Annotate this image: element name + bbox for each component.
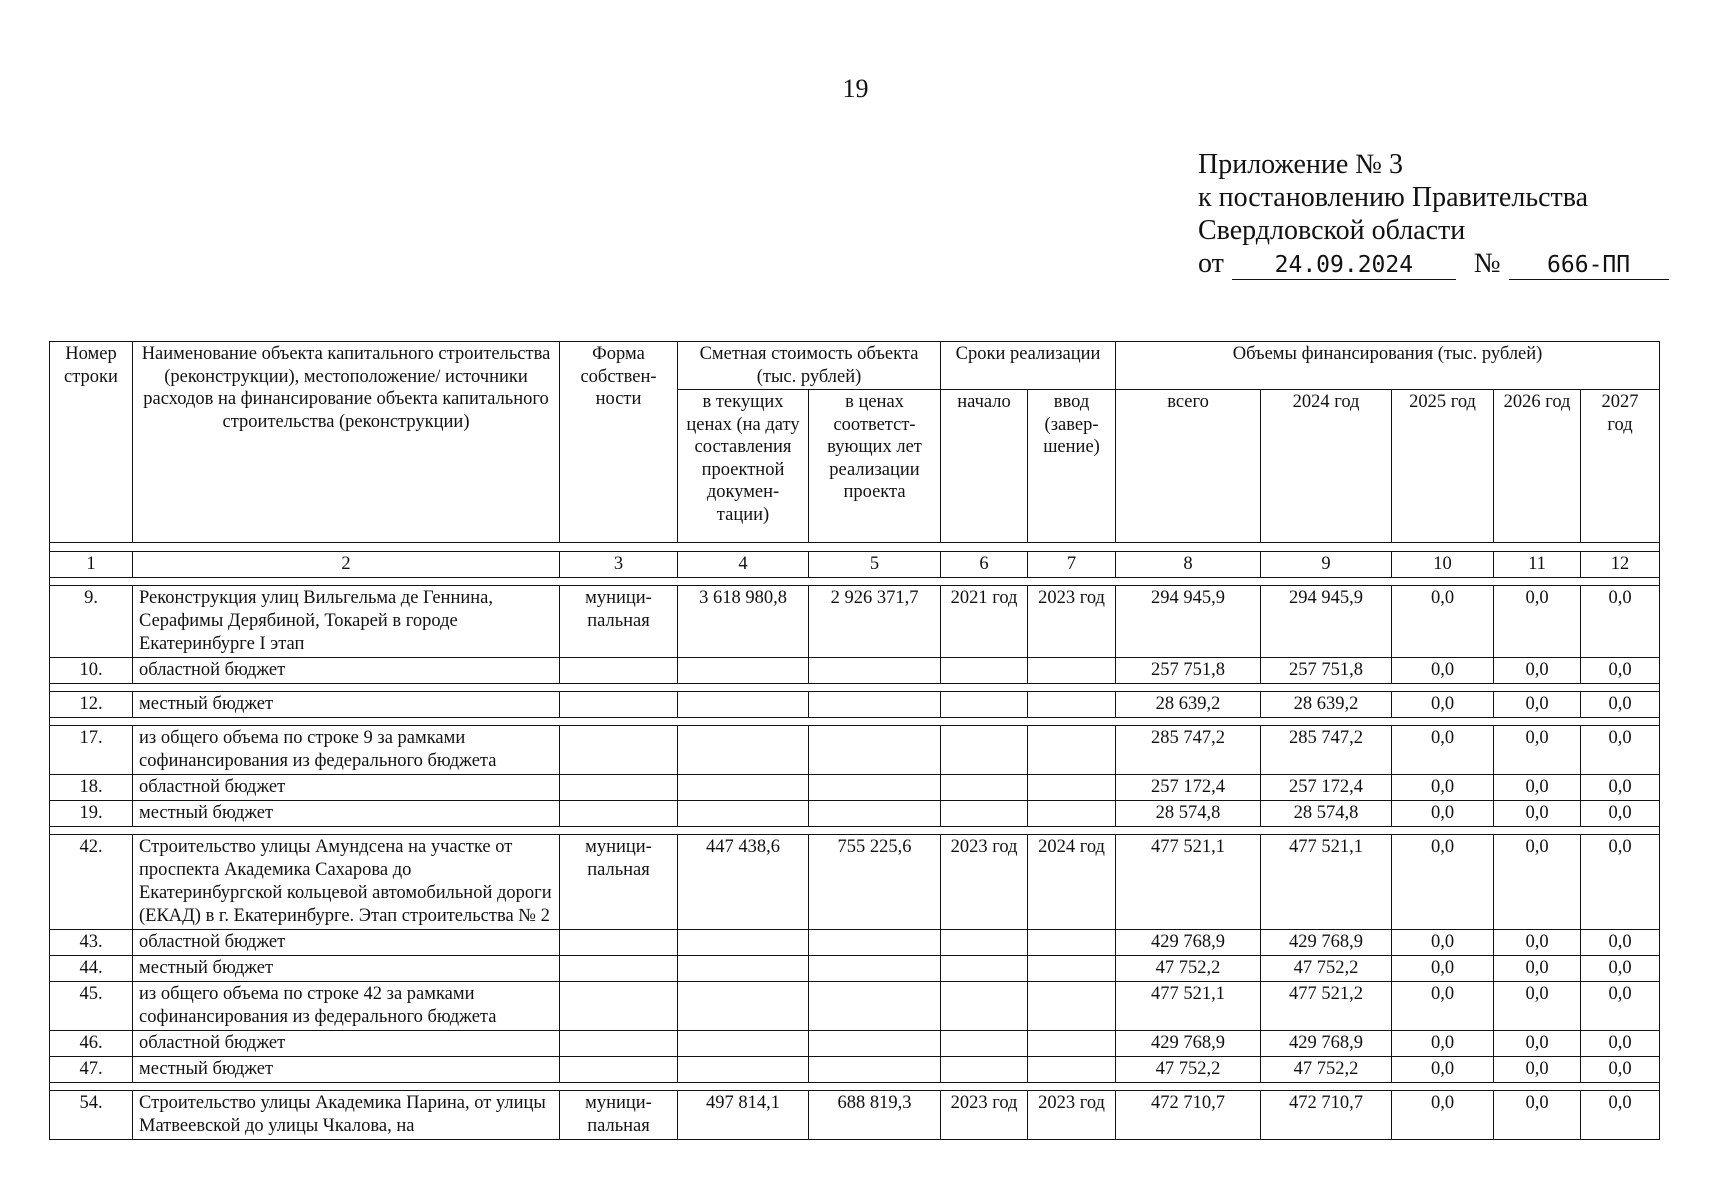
header-funding: Объемы финансирования (тыс. рублей) bbox=[1116, 342, 1660, 390]
funding-2024-cell: 47 752,2 bbox=[1261, 1057, 1392, 1083]
funding-2025-cell: 0,0 bbox=[1392, 775, 1494, 801]
cost-current-cell bbox=[678, 692, 809, 718]
term-end-cell bbox=[1028, 956, 1116, 982]
funding-2025-cell: 0,0 bbox=[1392, 692, 1494, 718]
header-2026: 2026 год bbox=[1494, 390, 1581, 543]
header-row-number: Номер строки bbox=[50, 342, 133, 543]
term-start-cell bbox=[941, 956, 1028, 982]
header-2024: 2024 год bbox=[1261, 390, 1392, 543]
funding-total-cell: 47 752,2 bbox=[1116, 956, 1261, 982]
row-number-cell: 42. bbox=[50, 835, 133, 930]
cost-years-cell bbox=[809, 1057, 941, 1083]
column-index: 11 bbox=[1494, 552, 1581, 578]
resolution-number: 666-ПП bbox=[1509, 251, 1669, 280]
term-end-cell bbox=[1028, 1057, 1116, 1083]
term-end-cell bbox=[1028, 930, 1116, 956]
ownership-cell bbox=[560, 658, 678, 684]
column-index: 7 bbox=[1028, 552, 1116, 578]
cost-current-cell bbox=[678, 1057, 809, 1083]
cost-years-cell bbox=[809, 726, 941, 775]
term-start-cell bbox=[941, 726, 1028, 775]
appendix-resolution: к постановлению Правительства bbox=[1198, 182, 1589, 213]
object-name-cell: областной бюджет bbox=[133, 1031, 560, 1057]
funding-2024-cell: 294 945,9 bbox=[1261, 586, 1392, 658]
cost-years-cell bbox=[809, 1031, 941, 1057]
table-row bbox=[50, 956, 1660, 982]
table-row bbox=[50, 775, 1660, 801]
row-number-cell: 9. bbox=[50, 586, 133, 658]
header-term-end: ввод (завер- шение) bbox=[1028, 390, 1116, 543]
header-term-start: начало bbox=[941, 390, 1028, 543]
funding-2027-cell: 0,0 bbox=[1581, 1091, 1660, 1140]
funding-2026-cell: 0,0 bbox=[1494, 586, 1581, 658]
row-number-cell: 54. bbox=[50, 1091, 133, 1140]
term-end-cell bbox=[1028, 982, 1116, 1031]
funding-2026-cell: 0,0 bbox=[1494, 726, 1581, 775]
funding-total-cell: 28 639,2 bbox=[1116, 692, 1261, 718]
funding-total-cell: 257 172,4 bbox=[1116, 775, 1261, 801]
term-start-cell: 2021 год bbox=[941, 586, 1028, 658]
column-index: 9 bbox=[1261, 552, 1392, 578]
financing-table bbox=[49, 341, 1660, 1140]
row-number-cell: 43. bbox=[50, 930, 133, 956]
funding-2026-cell: 0,0 bbox=[1494, 658, 1581, 684]
funding-2025-cell: 0,0 bbox=[1392, 1091, 1494, 1140]
funding-2027-cell: 0,0 bbox=[1581, 835, 1660, 930]
cost-current-cell: 3 618 980,8 bbox=[678, 586, 809, 658]
funding-total-cell: 477 521,1 bbox=[1116, 835, 1261, 930]
table-row bbox=[50, 930, 1660, 956]
term-start-cell bbox=[941, 1031, 1028, 1057]
funding-2027-cell: 0,0 bbox=[1581, 982, 1660, 1031]
funding-total-cell: 429 768,9 bbox=[1116, 1031, 1261, 1057]
row-number-cell: 10. bbox=[50, 658, 133, 684]
object-name-cell: областной бюджет bbox=[133, 930, 560, 956]
header-estimated-cost: Сметная стоимость объекта (тыс. рублей) bbox=[678, 342, 941, 390]
funding-2027-cell: 0,0 bbox=[1581, 586, 1660, 658]
row-number-cell: 18. bbox=[50, 775, 133, 801]
term-start-cell bbox=[941, 692, 1028, 718]
header-cost-years: в ценах соответст- вующих лет реализации проекта bbox=[809, 390, 941, 543]
header-total: всего bbox=[1116, 390, 1261, 543]
column-index: 3 bbox=[560, 552, 678, 578]
funding-2025-cell: 0,0 bbox=[1392, 982, 1494, 1031]
term-end-cell: 2024 год bbox=[1028, 835, 1116, 930]
table-row bbox=[50, 801, 1660, 827]
table-body bbox=[50, 578, 1660, 1140]
funding-2025-cell: 0,0 bbox=[1392, 658, 1494, 684]
object-name-cell: из общего объема по строке 9 за рамками софинансирования из федерального бюджета bbox=[133, 726, 560, 775]
cost-current-cell: 447 438,6 bbox=[678, 835, 809, 930]
funding-2025-cell: 0,0 bbox=[1392, 1057, 1494, 1083]
row-number-cell: 19. bbox=[50, 801, 133, 827]
header-cost-current: в текущих ценах (на дату составления проектной докумен- тации) bbox=[678, 390, 809, 543]
cost-current-cell: 497 814,1 bbox=[678, 1091, 809, 1140]
term-end-cell bbox=[1028, 775, 1116, 801]
column-index: 4 bbox=[678, 552, 809, 578]
header-object-name: Наименование объекта капитального строительства (реконструкции), местоположение/ источники расходов на финансирование объекта капитального строительства (реконструкции) bbox=[133, 342, 560, 543]
resolution-date: 24.09.2024 bbox=[1232, 251, 1456, 280]
cost-current-cell bbox=[678, 801, 809, 827]
funding-total-cell: 47 752,2 bbox=[1116, 1057, 1261, 1083]
cost-current-cell bbox=[678, 775, 809, 801]
funding-2026-cell: 0,0 bbox=[1494, 956, 1581, 982]
table-row bbox=[50, 692, 1660, 718]
funding-2027-cell: 0,0 bbox=[1581, 1057, 1660, 1083]
cost-years-cell bbox=[809, 982, 941, 1031]
funding-2026-cell: 0,0 bbox=[1494, 835, 1581, 930]
term-start-cell: 2023 год bbox=[941, 835, 1028, 930]
table-header bbox=[50, 342, 1660, 578]
appendix-title: Приложение № 3 bbox=[1198, 149, 1403, 180]
table-row bbox=[50, 658, 1660, 684]
funding-2024-cell: 257 751,8 bbox=[1261, 658, 1392, 684]
cost-years-cell bbox=[809, 775, 941, 801]
funding-total-cell: 294 945,9 bbox=[1116, 586, 1261, 658]
page-number: 19 bbox=[842, 74, 869, 103]
ownership-cell: муници- пальная bbox=[560, 1091, 678, 1140]
cost-current-cell bbox=[678, 1031, 809, 1057]
funding-2024-cell: 477 521,1 bbox=[1261, 835, 1392, 930]
object-name-cell: местный бюджет bbox=[133, 1057, 560, 1083]
ownership-cell bbox=[560, 982, 678, 1031]
funding-2025-cell: 0,0 bbox=[1392, 726, 1494, 775]
table-row bbox=[50, 835, 1660, 930]
object-name-cell: областной бюджет bbox=[133, 775, 560, 801]
funding-2026-cell: 0,0 bbox=[1494, 930, 1581, 956]
funding-total-cell: 28 574,8 bbox=[1116, 801, 1261, 827]
funding-2025-cell: 0,0 bbox=[1392, 1031, 1494, 1057]
row-number-cell: 45. bbox=[50, 982, 133, 1031]
column-index: 5 bbox=[809, 552, 941, 578]
cost-current-cell bbox=[678, 658, 809, 684]
funding-2024-cell: 28 639,2 bbox=[1261, 692, 1392, 718]
column-index: 6 bbox=[941, 552, 1028, 578]
row-number-cell: 46. bbox=[50, 1031, 133, 1057]
funding-2026-cell: 0,0 bbox=[1494, 1031, 1581, 1057]
cost-years-cell bbox=[809, 658, 941, 684]
funding-total-cell: 472 710,7 bbox=[1116, 1091, 1261, 1140]
object-name-cell: местный бюджет bbox=[133, 801, 560, 827]
cost-current-cell bbox=[678, 956, 809, 982]
cost-current-cell bbox=[678, 930, 809, 956]
table-row bbox=[50, 726, 1660, 775]
term-end-cell: 2023 год bbox=[1028, 1091, 1116, 1140]
column-index-row bbox=[50, 552, 1660, 578]
ownership-cell bbox=[560, 956, 678, 982]
object-name-cell: из общего объема по строке 42 за рамками софинансирования из федерального бюджета bbox=[133, 982, 560, 1031]
ownership-cell: муници- пальная bbox=[560, 586, 678, 658]
row-number-cell: 44. bbox=[50, 956, 133, 982]
funding-2024-cell: 47 752,2 bbox=[1261, 956, 1392, 982]
funding-2027-cell: 0,0 bbox=[1581, 1031, 1660, 1057]
appendix-block bbox=[1198, 148, 1669, 280]
term-end-cell bbox=[1028, 692, 1116, 718]
appendix-date-line bbox=[1198, 247, 1669, 280]
term-start-cell bbox=[941, 930, 1028, 956]
term-start-cell bbox=[941, 775, 1028, 801]
table-row bbox=[50, 1031, 1660, 1057]
cost-current-cell bbox=[678, 982, 809, 1031]
funding-2027-cell: 0,0 bbox=[1581, 658, 1660, 684]
header-terms: Сроки реализации bbox=[941, 342, 1116, 390]
cost-years-cell: 2 926 371,7 bbox=[809, 586, 941, 658]
header-ownership: Форма собствен- ности bbox=[560, 342, 678, 543]
term-end-cell bbox=[1028, 658, 1116, 684]
ownership-cell bbox=[560, 1057, 678, 1083]
row-number-cell: 17. bbox=[50, 726, 133, 775]
funding-2024-cell: 285 747,2 bbox=[1261, 726, 1392, 775]
from-label: от bbox=[1198, 248, 1224, 279]
cost-years-cell bbox=[809, 692, 941, 718]
cost-years-cell: 688 819,3 bbox=[809, 1091, 941, 1140]
table-row bbox=[50, 586, 1660, 658]
ownership-cell bbox=[560, 801, 678, 827]
ownership-cell: муници- пальная bbox=[560, 835, 678, 930]
term-end-cell: 2023 год bbox=[1028, 586, 1116, 658]
funding-2025-cell: 0,0 bbox=[1392, 586, 1494, 658]
funding-2024-cell: 257 172,4 bbox=[1261, 775, 1392, 801]
ownership-cell bbox=[560, 726, 678, 775]
cost-years-cell: 755 225,6 bbox=[809, 835, 941, 930]
funding-2027-cell: 0,0 bbox=[1581, 956, 1660, 982]
object-name-cell: Строительство улицы Амундсена на участке от проспекта Академика Сахарова до Екатеринбургской кольцевой автомобильной дороги (ЕКАД) в г. Екатеринбурге. Этап строительства № 2 bbox=[133, 835, 560, 930]
funding-total-cell: 285 747,2 bbox=[1116, 726, 1261, 775]
header-2025: 2025 год bbox=[1392, 390, 1494, 543]
funding-2024-cell: 28 574,8 bbox=[1261, 801, 1392, 827]
ownership-cell bbox=[560, 775, 678, 801]
ownership-cell bbox=[560, 930, 678, 956]
table-row bbox=[50, 1091, 1660, 1140]
column-index: 1 bbox=[50, 552, 133, 578]
funding-2027-cell: 0,0 bbox=[1581, 801, 1660, 827]
row-number-cell: 12. bbox=[50, 692, 133, 718]
funding-total-cell: 429 768,9 bbox=[1116, 930, 1261, 956]
funding-2025-cell: 0,0 bbox=[1392, 835, 1494, 930]
term-start-cell bbox=[941, 1057, 1028, 1083]
table-row bbox=[50, 982, 1660, 1031]
funding-total-cell: 257 751,8 bbox=[1116, 658, 1261, 684]
term-start-cell bbox=[941, 801, 1028, 827]
term-start-cell: 2023 год bbox=[941, 1091, 1028, 1140]
object-name-cell: Строительство улицы Академика Парина, от улицы Матвеевской до улицы Чкалова, на bbox=[133, 1091, 560, 1140]
funding-2027-cell: 0,0 bbox=[1581, 930, 1660, 956]
funding-2024-cell: 477 521,2 bbox=[1261, 982, 1392, 1031]
column-index: 8 bbox=[1116, 552, 1261, 578]
ownership-cell bbox=[560, 692, 678, 718]
table-row bbox=[50, 1057, 1660, 1083]
row-number-cell: 47. bbox=[50, 1057, 133, 1083]
object-name-cell: областной бюджет bbox=[133, 658, 560, 684]
funding-2026-cell: 0,0 bbox=[1494, 1091, 1581, 1140]
column-index: 12 bbox=[1581, 552, 1660, 578]
funding-total-cell: 477 521,1 bbox=[1116, 982, 1261, 1031]
funding-2027-cell: 0,0 bbox=[1581, 692, 1660, 718]
funding-2026-cell: 0,0 bbox=[1494, 692, 1581, 718]
funding-2024-cell: 429 768,9 bbox=[1261, 930, 1392, 956]
term-end-cell bbox=[1028, 801, 1116, 827]
funding-2026-cell: 0,0 bbox=[1494, 1057, 1581, 1083]
cost-current-cell bbox=[678, 726, 809, 775]
funding-2027-cell: 0,0 bbox=[1581, 726, 1660, 775]
object-name-cell: местный бюджет bbox=[133, 692, 560, 718]
funding-2025-cell: 0,0 bbox=[1392, 930, 1494, 956]
term-start-cell bbox=[941, 982, 1028, 1031]
number-label: № bbox=[1473, 248, 1501, 279]
funding-2024-cell: 429 768,9 bbox=[1261, 1031, 1392, 1057]
header-2027: 2027 год bbox=[1581, 390, 1660, 543]
appendix-region: Свердловской области bbox=[1198, 215, 1466, 246]
cost-years-cell bbox=[809, 801, 941, 827]
funding-2026-cell: 0,0 bbox=[1494, 982, 1581, 1031]
funding-2024-cell: 472 710,7 bbox=[1261, 1091, 1392, 1140]
column-index: 2 bbox=[133, 552, 560, 578]
funding-2026-cell: 0,0 bbox=[1494, 775, 1581, 801]
funding-2025-cell: 0,0 bbox=[1392, 801, 1494, 827]
funding-2027-cell: 0,0 bbox=[1581, 775, 1660, 801]
term-end-cell bbox=[1028, 726, 1116, 775]
object-name-cell: Реконструкция улиц Вильгельма де Геннина, Серафимы Дерябиной, Токарей в городе Екатеринбурге I этап bbox=[133, 586, 560, 658]
column-index: 10 bbox=[1392, 552, 1494, 578]
cost-years-cell bbox=[809, 956, 941, 982]
funding-2026-cell: 0,0 bbox=[1494, 801, 1581, 827]
term-end-cell bbox=[1028, 1031, 1116, 1057]
object-name-cell: местный бюджет bbox=[133, 956, 560, 982]
cost-years-cell bbox=[809, 930, 941, 956]
term-start-cell bbox=[941, 658, 1028, 684]
ownership-cell bbox=[560, 1031, 678, 1057]
funding-2025-cell: 0,0 bbox=[1392, 956, 1494, 982]
